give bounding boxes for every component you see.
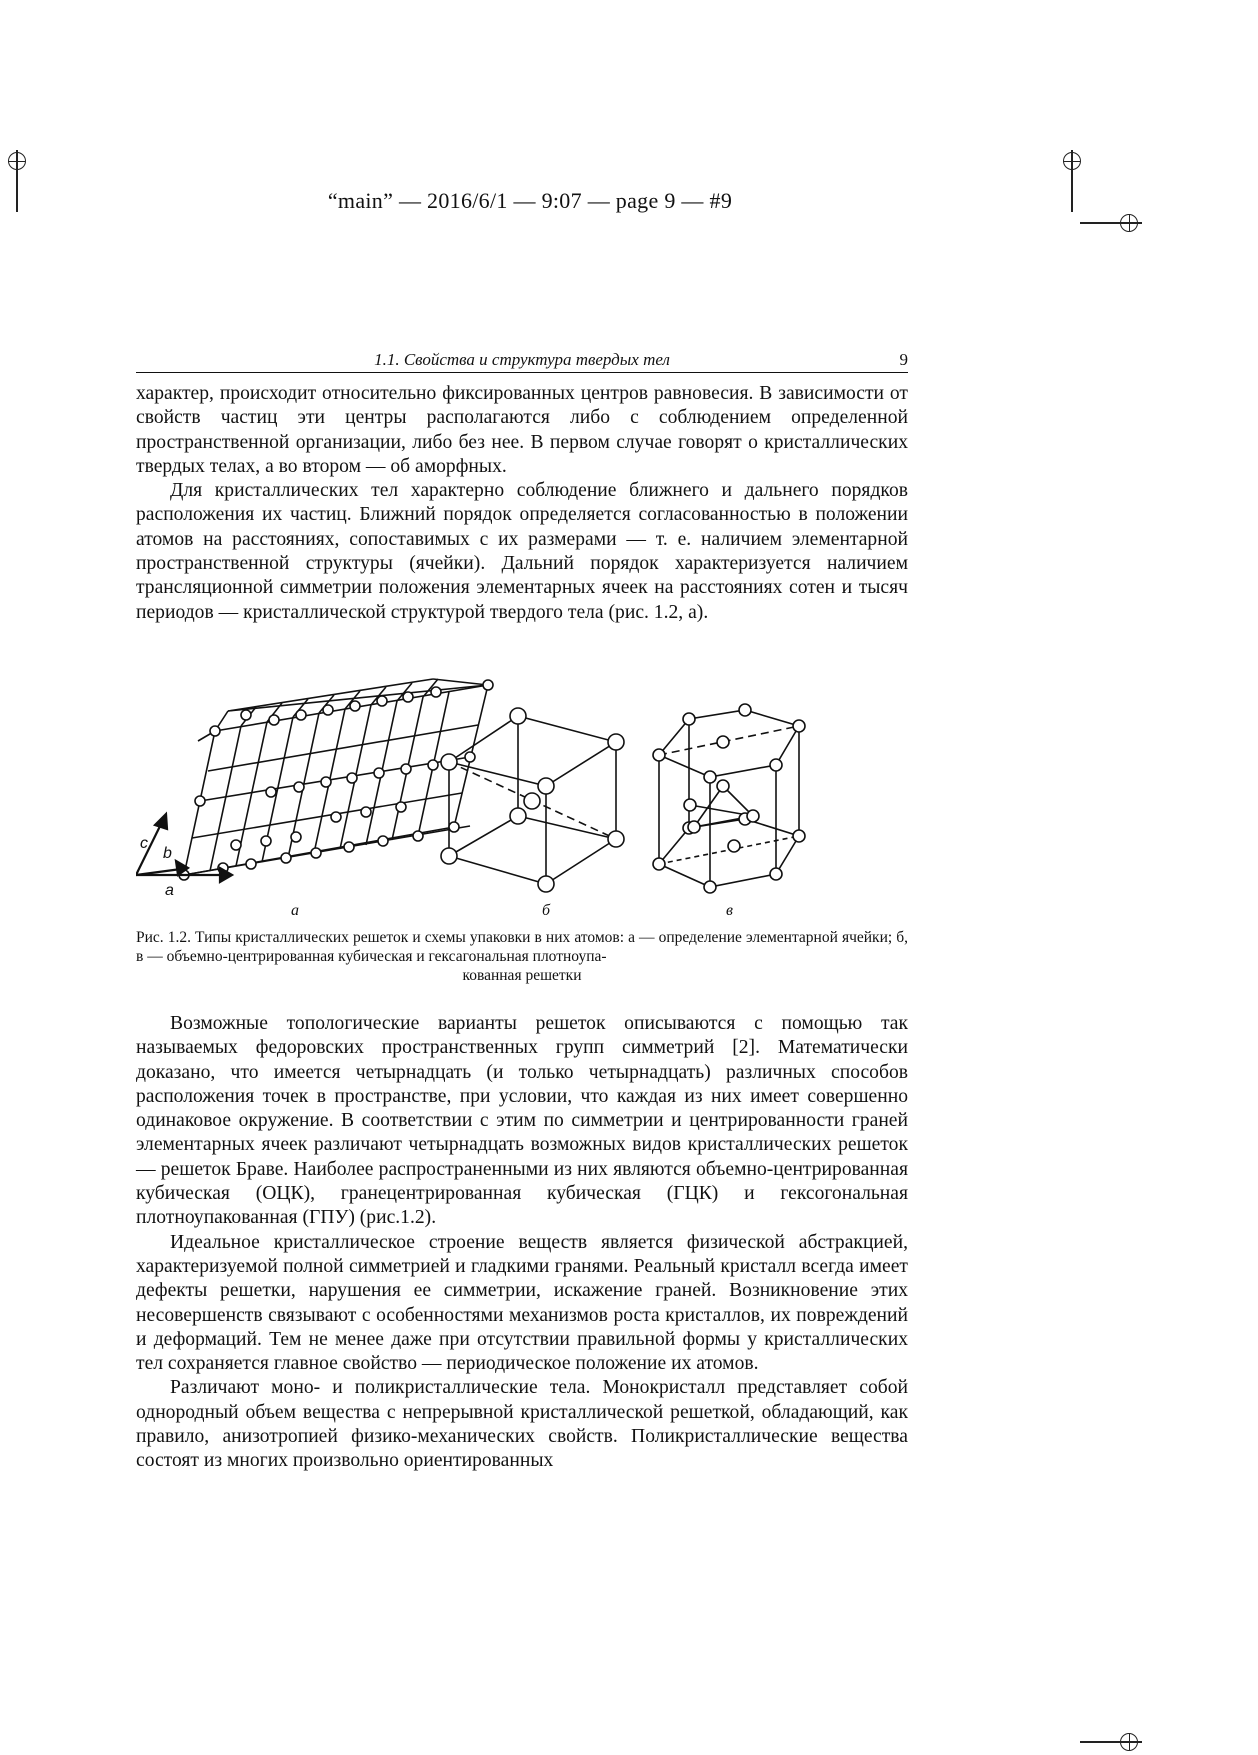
page-number: 9 xyxy=(899,350,908,369)
panel-label-c: в xyxy=(726,902,733,919)
figure-1-2 xyxy=(136,675,908,920)
basis-vectors xyxy=(136,814,232,882)
caption-text: Рис. 1.2. Типы кристаллических решеток и схемы упаковки в них атомов: а — определение элементарной ячейки; б, в — объемно-центрированная кубическая и гексагональная плотноупа- xyxy=(136,929,908,965)
paragraph: Для кристаллических тел характерно соблюдение ближнего и дальнего порядков расположения их частиц. Ближний порядок определяется согласованностью в положении атомов на расстояниях, сопоставимых с их размерами — т. е. наличием элементарной пространственной структуры (ячейки). Дальний порядок характеризуется наличием трансляционной симметрии положения элементарных ячеек на расстояниях сотен и тысяч периодов — кристаллической структурой твердого тела (рис. 1.2, а). xyxy=(136,480,908,623)
vector-label-c: c xyxy=(140,835,148,852)
panel-a-lattice xyxy=(184,679,488,875)
paragraph: Возможные топологические варианты решеток описываются с помощью так называемых федоровских пространственных групп симметрий [2]. Математически доказано, что имеется четырнадцать (и только четырнадцать) различных способов расположения точек в пространстве, при условии, что каждая из них имеет совершенно одинаковое окружение. В соответствии с этим по симметрии и центрированности граней элементарных ячеек различают четырнадцать возможных видов кристаллических решеток — решеток Браве. Наиболее распространенными из них являются объемно-центрированная кубическая (ОЦК), гранецентрированная кубическая (ГЦК) и гексогональная плотноупакованная (ГПУ) (рис.1.2). xyxy=(136,1013,908,1229)
lattice-figure xyxy=(136,675,908,920)
body-text-bottom xyxy=(136,1012,908,1474)
job-header: “main” — 2016/6/1 — 9:07 — page 9 — #9 xyxy=(327,188,733,213)
panel-label-b: б xyxy=(542,902,551,919)
panel-b-atoms xyxy=(441,708,624,892)
vector-label-a: a xyxy=(165,882,174,899)
panel-c-hcp xyxy=(659,710,799,887)
caption-text-end: кованная решетки xyxy=(462,967,582,984)
panel-label-a: а xyxy=(291,902,299,919)
paragraph: Идеальное кристаллическое строение веществ является физической абстракцией, характеризуемой полной симметрией и гладкими гранями. Реальный кристалл всегда имеет дефекты решетки, нарушения ее симметрии, искажение граней. Возникновение этих несовершенств связывают с особенностями механизмов роста кристаллов, их повреждений и деформаций. Тем не менее даже при отсутствии правильной формы у кристаллических тел сохраняется главное свойство — периодическое положение их атомов. xyxy=(136,1231,908,1375)
paragraph: Различают моно- и поликристаллические тела. Монокристалл представляет собой однородный объем вещества с непрерывной кристаллической решеткой, обладающий, как правило, анизотропией физико-механических свойств. Поликристаллические вещества состоят из многих произвольно ориентированных xyxy=(136,1377,908,1472)
paragraph: характер, происходит относительно фиксированных центров равновесия. В зависимости от свойств частиц эти центры располагаются либо с соблюдением определенной пространственной организации, либо без нее. В первом случае говорят о кристаллических твердых телах, а во втором — об аморфных. xyxy=(136,383,908,477)
running-head xyxy=(136,350,908,373)
figure-caption xyxy=(136,928,908,985)
body-text-top xyxy=(136,382,908,625)
vector-label-b: b xyxy=(163,845,172,862)
running-head-title: 1.1. Свойства и структура твердых тел xyxy=(374,350,670,369)
